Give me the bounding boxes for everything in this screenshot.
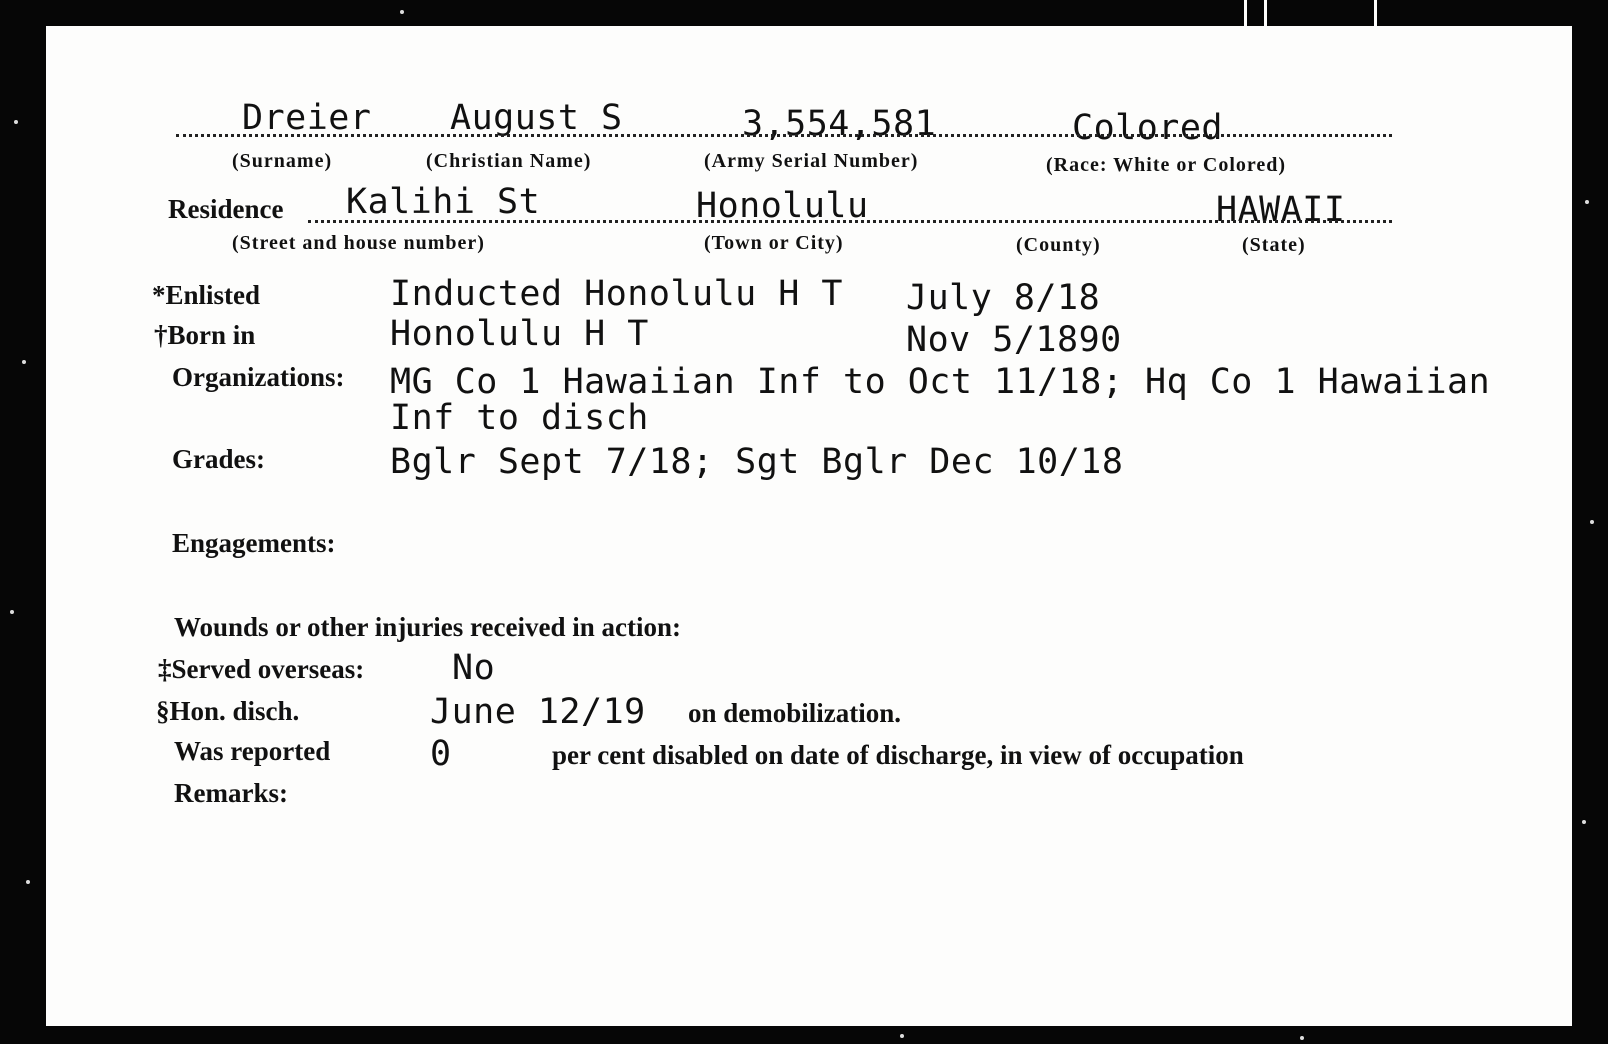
organizations-line-1: MG Co 1 Hawaiian Inf to Oct 11/18; Hq Co 1 Hawaiian — [390, 362, 1491, 402]
residence-street-value: Kalihi St — [346, 182, 541, 222]
speck-8 — [400, 10, 404, 14]
disability-percent-value: 0 — [430, 734, 452, 774]
organizations-label: Organizations: — [172, 362, 345, 392]
residence-label: Residence — [168, 194, 284, 224]
speck-9 — [900, 1034, 904, 1038]
christian-name-caption: (Christian Name) — [426, 150, 592, 172]
county-caption: (County) — [1016, 234, 1101, 256]
service-record-card — [46, 26, 1572, 1026]
remarks-label: Remarks: — [174, 778, 288, 808]
surname-value: Dreier — [242, 98, 372, 138]
race-value: Colored — [1072, 108, 1224, 148]
organizations-line-2: Inf to disch — [390, 398, 649, 438]
race-caption: (Race: White or Colored) — [1046, 154, 1287, 176]
street-caption: (Street and house number) — [232, 232, 485, 254]
speck-2 — [22, 360, 26, 364]
discharge-date-value: June 12/19 — [430, 692, 646, 732]
disability-statement: per cent disabled on date of discharge, in view of occupation — [552, 740, 1244, 770]
enlisted-label: *Enlisted — [152, 280, 261, 310]
speck-3 — [10, 610, 14, 614]
top-edge-mark-3 — [1374, 0, 1377, 26]
state-caption: (State) — [1242, 234, 1306, 256]
born-label: †Born in — [154, 320, 256, 350]
serial-number-caption: (Army Serial Number) — [704, 150, 919, 172]
surname-caption: (Surname) — [232, 150, 333, 172]
served-overseas-value: No — [452, 648, 496, 688]
serial-number-value: 3,554,581 — [742, 104, 937, 144]
engagements-label: Engagements: — [172, 528, 336, 558]
was-reported-label: Was reported — [174, 736, 331, 766]
grades-value: Bglr Sept 7/18; Sgt Bglr Dec 10/18 — [390, 442, 1124, 482]
served-overseas-label: ‡Served overseas: — [158, 654, 365, 684]
top-edge-mark-1 — [1244, 0, 1247, 26]
speck-5 — [1585, 200, 1589, 204]
entry-date-value: July 8/18 — [906, 278, 1101, 318]
town-caption: (Town or City) — [704, 232, 844, 254]
christian-name-value: August S — [450, 98, 623, 138]
residence-state-value: HAWAII — [1216, 190, 1346, 230]
born-place-value: Honolulu H T — [390, 314, 649, 354]
wounds-label: Wounds or other injuries received in action: — [174, 612, 682, 642]
speck-4 — [26, 880, 30, 884]
honorable-discharge-label: §Hon. disch. — [156, 696, 300, 726]
speck-7 — [1582, 820, 1586, 824]
residence-dotted-line — [308, 220, 1392, 223]
speck-1 — [14, 120, 18, 124]
residence-town-value: Honolulu — [696, 186, 869, 226]
top-edge-mark-2 — [1264, 0, 1267, 26]
speck-10 — [1300, 1036, 1304, 1040]
discharge-reason: on demobilization. — [688, 698, 902, 728]
grades-label: Grades: — [172, 444, 265, 474]
speck-6 — [1590, 520, 1594, 524]
entry-method-value: Inducted Honolulu H T — [390, 274, 844, 314]
born-date-value: Nov 5/1890 — [906, 320, 1122, 360]
name-row-dotted-line — [176, 134, 1392, 137]
